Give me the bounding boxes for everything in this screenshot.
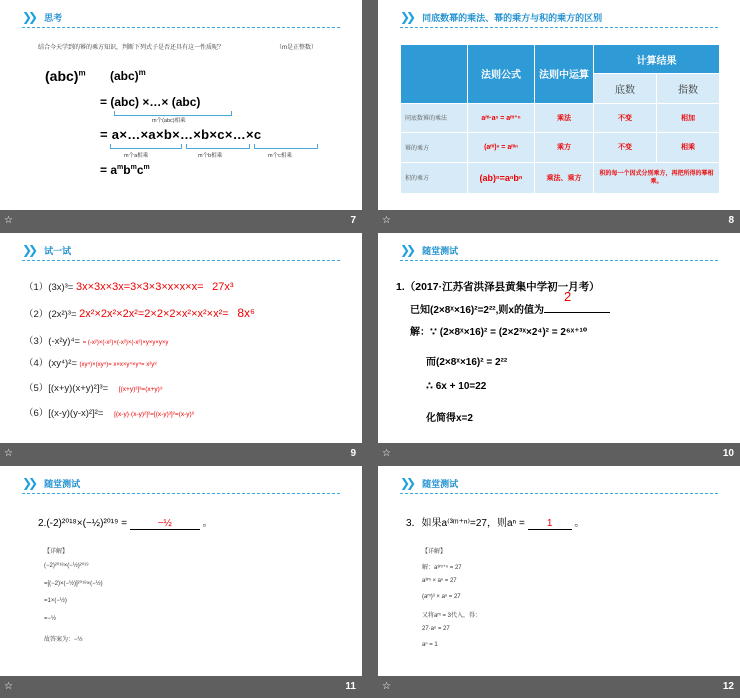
result-line: = $a^mb^mc^m$ (100, 163, 150, 177)
slide-title: 试一试 (44, 245, 72, 256)
caption-b: m个b相乘 (198, 153, 223, 159)
detail-2: =[(−2)×(−½)]²⁰¹⁸×(−½) (44, 581, 103, 587)
detail-3: (aᵐ)³ × aⁿ = 27 (422, 594, 461, 600)
answer: 2 (564, 289, 572, 304)
detail-4: =−½ (44, 616, 57, 622)
footer (378, 210, 740, 232)
divider (22, 493, 340, 494)
chevron-icon: ❯❯ (22, 243, 35, 257)
exercise-3: （3）(-x²y)⁴= = (-x²)×(-x²)×(-x²)×(-x²)×y×y×y×y (24, 336, 169, 347)
brace (254, 144, 318, 149)
detail-3: =1×(−½) (44, 598, 67, 604)
slide-title: 思考 (44, 12, 63, 23)
footer (378, 443, 740, 465)
exercise-4: （4）(xy⁴)²= (xy⁴)×(xy⁴)= x×x×y⁴×y⁴= x²y⁸ (24, 358, 157, 369)
header-op: 法则中运算 (535, 45, 594, 104)
expand-line-2: = a×…×a×b×…×b×c×…×c (100, 127, 262, 142)
detail-1: (−2)²⁰¹⁸×(−½)²⁰¹⁹ (44, 563, 89, 569)
footer (0, 443, 362, 465)
lhs2: (abc)$^m$ (110, 68, 146, 83)
slide-header (22, 476, 80, 490)
question: 1.（2017·江苏省洪泽县黄集中学初一月考） (396, 281, 600, 293)
slide-10[interactable] (378, 233, 740, 443)
brace (186, 144, 250, 149)
divider (400, 260, 718, 261)
chevron-icon: ❯❯ (400, 10, 413, 24)
chevron-icon: ❯❯ (22, 476, 35, 490)
expand-line-1: = (abc) ×…× (abc) (100, 95, 201, 109)
table-row: 幂的乘方 (aᵐ)ⁿ = aᵐⁿ 乘方 不变 相乘 (401, 133, 720, 162)
solution-3: ∴ 6x + 10=22 (426, 381, 487, 392)
page-number: 11 (345, 681, 356, 692)
detail-6: aⁿ = 1 (422, 642, 438, 648)
slide-header (400, 243, 458, 257)
slide-header (22, 10, 62, 24)
slide-title: 同底数幂的乘法、幂的乘方与积的乘方的区别 (422, 12, 603, 23)
slide-7[interactable] (0, 0, 362, 210)
divider (22, 27, 340, 28)
detail-label: 【详解】 (44, 549, 69, 555)
solution-4: 化简得x=2 (426, 413, 473, 424)
slide-header (22, 243, 71, 257)
chevron-icon: ❯❯ (400, 243, 413, 257)
given: 已知(2×8ˣ×16)²=2²²,则x的值为 (410, 301, 610, 316)
header-base: 底数 (594, 74, 657, 103)
page-number: 12 (722, 681, 734, 692)
solution-2: 而(2×8ˣ×16)² = 2²² (426, 357, 508, 368)
table-row: 同底数幂的乘法 aᵐ·aⁿ = aᵐ⁺ⁿ 乘法 不变 相加 (401, 103, 720, 132)
detail-4: 又将aᵐ = 3代入，得： (422, 613, 481, 619)
slide-11[interactable] (0, 466, 362, 676)
note-text: （m是正整数） (276, 45, 317, 51)
header-result: 计算结果 (594, 45, 720, 74)
page-number: 10 (722, 448, 734, 459)
slide-9[interactable] (0, 233, 362, 443)
footer (0, 676, 362, 698)
star-icon: ☆ (4, 681, 13, 692)
exercise-6: （6）[(x-y)(y-x)²]²= [(x-y)·(x-y)²]²=[(x-y)³]²=(x-y)⁶ (24, 408, 195, 419)
header-exp: 指数 (656, 74, 719, 103)
comparison-table (400, 44, 720, 194)
question: 2.(-2)²⁰¹⁸×(−½)²⁰¹⁹ = −½ 。 (38, 518, 213, 529)
exercise-2: （2）(2x²)³= 2x²×2x²×2x²=2×2×2×x²×x²×x²= 8x⁶ (24, 306, 255, 320)
page-number: 7 (350, 215, 356, 226)
chevron-icon: ❯❯ (22, 10, 35, 24)
slide-8[interactable] (378, 0, 740, 210)
intro-text: 结合今天学到的幂的乘方知识，判断下列式子是否还具有这一性质呢？ (38, 45, 225, 51)
chevron-icon: ❯❯ (400, 476, 413, 490)
footer (0, 210, 362, 232)
brace (110, 144, 182, 149)
divider (400, 27, 718, 28)
star-icon: ☆ (382, 215, 391, 226)
star-icon: ☆ (382, 448, 391, 459)
exercise-5: （5）[(x+y)(x+y)²]³= [(x+y)³]³=(x+y)⁹ (24, 383, 163, 394)
detail-1: 解：a³ᵐ⁺ⁿ = 27 (422, 565, 462, 571)
star-icon: ☆ (4, 448, 13, 459)
star-icon: ☆ (4, 215, 13, 226)
header-law: 法则公式 (468, 45, 535, 104)
star-icon: ☆ (382, 681, 391, 692)
caption-a: m个a相乘 (124, 153, 149, 159)
table-corner (401, 45, 468, 104)
divider (400, 493, 718, 494)
divider (22, 260, 340, 261)
exercise-1: （1）(3x)³= 3x×3x×3x=3×3×3×x×x×x= 27x³ (24, 281, 234, 293)
slide-header (400, 476, 458, 490)
table-row: 积的乘方 (ab)ⁿ=aⁿbⁿ 乘法、乘方 积的每一个因式分别乘方，再把所得的幂相乘。 (401, 162, 720, 194)
detail-5: 故答案为：−½ (44, 637, 83, 643)
slide-title: 随堂测试 (422, 245, 459, 256)
question: 3．如果a⁽³ᵐ⁺ⁿ⁾=27，则aⁿ = 1 。 (406, 518, 585, 529)
page-number: 9 (350, 448, 356, 459)
slide-12[interactable] (378, 466, 740, 676)
caption-c: m个c相乘 (268, 153, 292, 159)
slide-title: 随堂测试 (44, 478, 81, 489)
footer (378, 676, 740, 698)
slide-header (400, 10, 602, 24)
caption-abc: m个(abc)相乘 (152, 118, 186, 124)
page-number: 8 (728, 215, 734, 226)
slide-title: 随堂测试 (422, 478, 459, 489)
detail-label: 【详解】 (422, 549, 447, 555)
detail-5: 27·aⁿ = 27 (422, 626, 450, 632)
lhs: (abc)$^m$ (45, 68, 86, 84)
solution-1: 解：∵ (2×8ˣ×16)² = (2×2³ˣ×2⁴)² = 2⁶ˣ⁺¹⁰ (410, 327, 588, 338)
detail-2: a³ᵐ × aⁿ = 27 (422, 578, 457, 584)
